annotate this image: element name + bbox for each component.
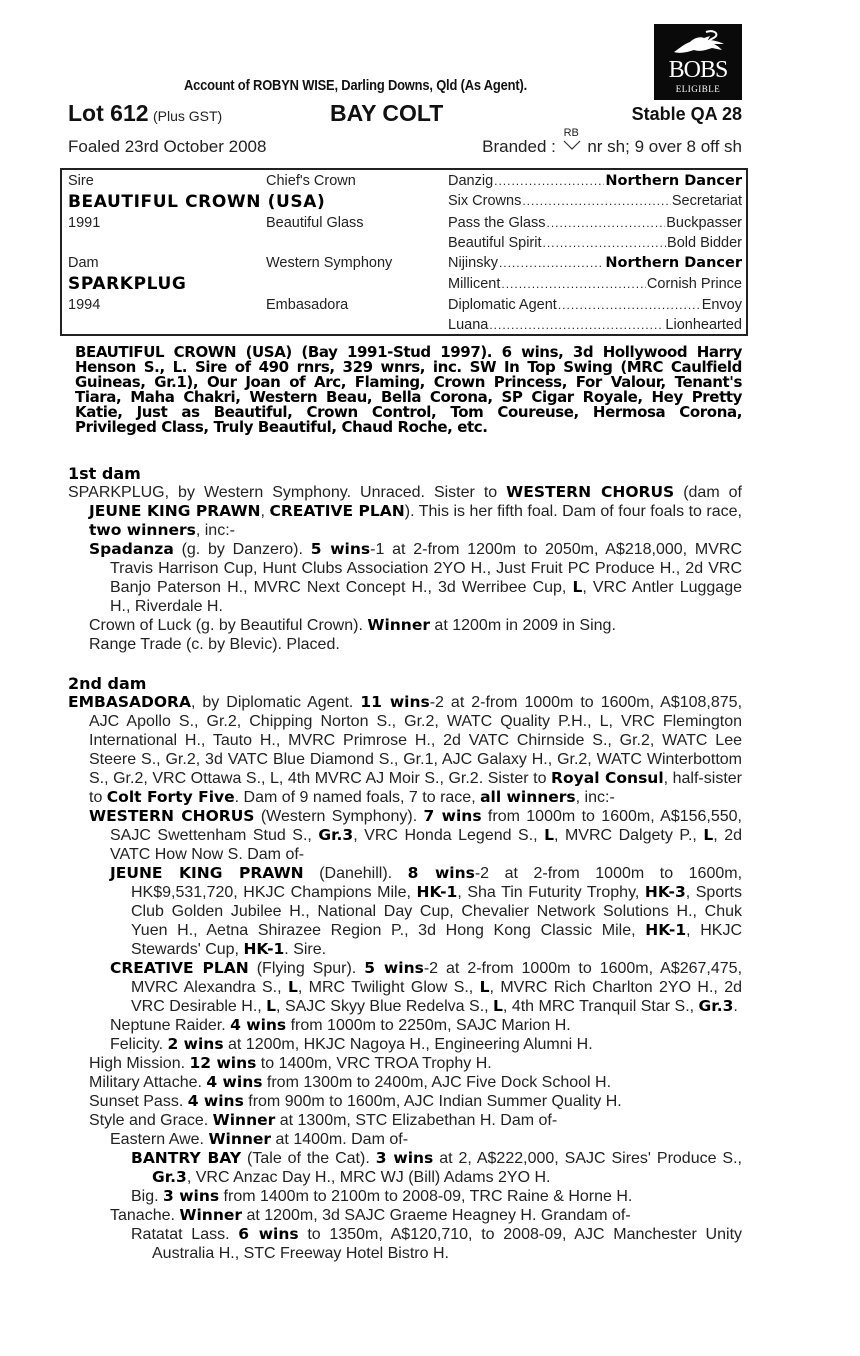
bold-text: 3 wins <box>163 1187 220 1205</box>
entry-text: at 1400m. Dam of- <box>271 1131 409 1148</box>
entry-text: Ratatat Lass. <box>131 1226 239 1243</box>
entry-text: at 1200m in 2009 in Sing. <box>429 617 616 634</box>
page-title: BAY COLT <box>330 100 444 126</box>
dam-label: Dam <box>68 255 99 271</box>
entry-text: ). This is her fifth foal. Dam of four foals to race, <box>404 503 743 520</box>
pedigree-entry <box>89 1092 742 1111</box>
pedigree-entry <box>110 1206 742 1225</box>
pedigree-entry <box>89 540 742 616</box>
great-grandparent-row: Six Crowns ..... Secretariat <box>448 193 742 209</box>
vendor-account: Account of ROBYN WISE, Darling Downs, Qld (As Agent). <box>184 77 528 94</box>
entry-text: , Sha Tin Futurity Trophy, <box>457 884 645 901</box>
entry-text: High Mission. <box>89 1055 190 1072</box>
pedigree-entry <box>110 1035 742 1054</box>
branded-text: nr sh; 9 over 8 off sh <box>587 137 742 156</box>
entry-text: (g. by Danzero). <box>173 541 311 558</box>
entry-text: , VRC Anzac Day H., MRC WJ (Bill) Adams 2YO H. <box>186 1169 551 1186</box>
brand-mark-letters: RB <box>563 127 579 139</box>
bold-text: Gr.3 <box>318 826 354 844</box>
pedigree-entry <box>89 1073 742 1092</box>
bold-text: L <box>266 997 277 1015</box>
entry-text: to 1400m, VRC TROA Trophy H. <box>256 1055 492 1072</box>
bold-text: WESTERN CHORUS <box>89 807 255 825</box>
bold-text: all winners <box>480 788 576 806</box>
lot-number <box>68 100 222 127</box>
entry-text: , VRC Antler Luggage H., Riverdale H. <box>110 579 743 615</box>
great-grandparent-row: Diplomatic Agent ..... Envoy <box>448 297 742 313</box>
bold-text: 8 wins <box>407 864 475 882</box>
granddam-paternal: Beautiful Glass <box>266 215 364 231</box>
entry-text: Range Trade (c. by Blevic). Placed. <box>89 636 340 653</box>
bold-text: 5 wins <box>310 540 371 558</box>
brand-mark-icon <box>561 127 583 155</box>
entry-text: Neptune Raider. <box>110 1017 231 1034</box>
bold-text: 7 wins <box>423 807 482 825</box>
bold-text: Gr.3 <box>698 997 734 1015</box>
entry-text: . <box>733 998 738 1015</box>
second-dam-heading: 2nd dam <box>68 674 147 693</box>
bobs-horse-head-icon <box>670 30 726 58</box>
logo-text: BOBS <box>668 57 728 83</box>
entry-text: , Sports Club Golden Jubilee H., National Day Cup, Chevalier Network Solutions H., Chuk Yuen H., Aetna Shirazee Region P., 3d Hong Kong Classic Mile, <box>131 884 742 939</box>
bold-text: 4 wins <box>230 1016 287 1034</box>
pedigree-entry <box>68 693 742 807</box>
bold-text: BANTRY BAY <box>131 1149 242 1167</box>
lot-note: (Plus GST) <box>152 108 223 124</box>
bold-text: Winner <box>367 616 430 634</box>
great-grandparent-row: Beautiful Spirit ..... Bold Bidder <box>448 235 742 251</box>
entry-text: , 4th MRC Tranquil Star S., <box>502 998 699 1015</box>
branded-label: Branded : <box>482 137 556 156</box>
great-grandparent-row: Danzig ..... Northern Dancer <box>448 173 742 189</box>
bold-text: CREATIVE PLAN <box>110 959 249 977</box>
bold-text: Winner <box>208 1130 272 1148</box>
entry-text: from 1000m to 2250m, SAJC Marion H. <box>286 1017 571 1034</box>
logo-subtext: ELIGIBLE <box>675 84 721 94</box>
lot-label: Lot 612 <box>68 100 149 126</box>
first-dam-heading: 1st dam <box>68 464 141 483</box>
entry-text: , <box>260 503 270 520</box>
pedigree-entry <box>89 807 742 864</box>
pedigree-entry <box>89 1111 742 1130</box>
pedigree-entry <box>110 959 742 1016</box>
bold-text: Gr.3 <box>152 1168 187 1186</box>
entry-text: Eastern Awe. <box>110 1131 209 1148</box>
entry-text: , 2d VATC How Now S. Dam of- <box>110 827 743 863</box>
entry-text: , HKJC Stewards' Cup, <box>131 922 742 958</box>
entry-text: , inc:- <box>575 789 615 806</box>
bold-text: L <box>493 997 503 1015</box>
pedigree-entry <box>110 1130 742 1149</box>
dam-name: SPARKPLUG <box>68 274 187 294</box>
bold-text: CREATIVE PLAN <box>269 502 405 520</box>
bold-text: Spadanza <box>89 540 174 558</box>
entry-text: Felicity. <box>110 1036 168 1053</box>
entry-text: , MVRC Rich Charlton 2YO H., 2d VRC Desirable H., <box>131 979 743 1015</box>
entry-text: Style and Grace. <box>89 1112 213 1129</box>
brand-description <box>482 127 742 157</box>
pedigree-entry <box>89 616 742 635</box>
entry-text: , by Diplomatic Agent. <box>190 694 361 711</box>
entry-text: . Sire. <box>284 941 327 958</box>
bold-text: HK-1 <box>645 921 687 939</box>
pedigree-entry <box>131 1187 742 1206</box>
entry-text: , SAJC Skyy Blue Redelva S., <box>276 998 494 1015</box>
entry-text: at 2, A$222,000, SAJC Sires' Produce S., <box>433 1150 742 1167</box>
bold-text: L <box>703 826 714 844</box>
entry-text: (Flying Spur). <box>248 960 365 977</box>
pedigree-entry <box>110 864 742 959</box>
bold-text: 11 wins <box>360 693 430 711</box>
sire-summary: BEAUTIFUL CROWN (USA) (Bay 1991-Stud 1997). 6 wins, 3d Hollywood Harry Henson S., L. Sire of 490 rnrs, 329 wnrs, inc. SW In Top Swing (MRC Caulfield Guineas, Gr.1), Our Joan of Arc, Flaming, Crown Princess, For Valour, Tenant's Tiara, Maha Chakri, Western Beau, Bella Corona, SP Cigar Royale, Hey Pretty Katie, Just as Beautiful, Crown Control, Tom Coureuse, Hermosa Corona, Privileged Class, Truly Beautiful, Chaud Roche, etc. <box>75 343 742 436</box>
entry-text: Big. <box>131 1188 164 1205</box>
entry-text: at 1200m, 3d SAJC Graeme Heagney H. Grandam of- <box>242 1207 631 1224</box>
stable-number: Stable QA 28 <box>631 104 742 124</box>
bold-text: L <box>544 826 554 844</box>
entry-text: (Western Symphony). <box>254 808 424 825</box>
grandsire-maternal: Western Symphony <box>266 255 393 271</box>
bold-text: 2 wins <box>167 1035 224 1053</box>
bold-text: HK-1 <box>243 940 285 958</box>
pedigree-entry <box>110 1016 742 1035</box>
entry-text: to 1350m, A$120,710, to 2008-09, AJC Manchester Unity Australia H., STC Freeway Hotel Bistro H. <box>152 1226 743 1262</box>
entry-text: Crown of Luck (g. by Beautiful Crown). <box>89 617 368 634</box>
entry-text: -1 at 2-from 1200m to 2050m, A$218,000, MVRC Travis Harrison Cup, Hunt Clubs Association 2YO H., Just Fruit PC Produce H., 2d VRC Banjo Paterson H., MVRC Next Concept H., 3d Werribee Cup, <box>110 541 743 596</box>
granddam-maternal: Embasadora <box>266 297 349 313</box>
bold-text: JEUNE KING PRAWN <box>89 502 261 520</box>
bold-text: 4 wins <box>206 1073 263 1091</box>
sire-name: BEAUTIFUL CROWN (USA) <box>68 192 326 212</box>
bold-text: Winner <box>179 1206 243 1224</box>
bold-text: Winner <box>212 1111 276 1129</box>
bold-text: HK-3 <box>644 883 686 901</box>
entry-text: (Danehill). <box>303 865 408 882</box>
entry-text: Tanache. <box>110 1207 180 1224</box>
bold-text: L <box>479 978 490 996</box>
bold-text: JEUNE KING PRAWN <box>110 864 304 882</box>
pedigree-entry <box>89 1054 742 1073</box>
bold-text: EMBASADORA <box>68 693 191 711</box>
bold-text: 3 wins <box>375 1149 434 1167</box>
entry-text: , MVRC Dalgety P., <box>554 827 704 844</box>
great-grandparent-row: Luana ..... Lionhearted <box>448 317 742 333</box>
entry-text: -2 at 2-from 1000m to 1600m, HK$9,531,720, HKJC Champions Mile, <box>131 865 743 901</box>
entry-text: , half-sister to <box>89 770 742 806</box>
bold-text: L <box>572 578 583 596</box>
entry-text: -2 at 2-from 1000m to 1600m, A$108,875, AJC Apollo S., Gr.2, Chipping Norton S., Gr.2, WATC Quality P.H., L, VRC Flemington International H., Tauto H., MVRC Primrose H., 2d VATC Chirnside S., Gr.2, WATC Lee Steere S., Gr.2, 3d VATC Blue Diamond S., Gr.1, AJC Galaxy H., Gr.2, WATC Winterbottom S., Gr.2, VRC Ottawa S., L, 4th MVRC AJ Moir S., Gr.2. Sister to <box>89 694 743 787</box>
bobs-eligible-logo <box>654 24 742 100</box>
entry-text: Military Attache. <box>89 1074 207 1091</box>
entry-text: Sunset Pass. <box>89 1093 188 1110</box>
bold-text: 6 wins <box>238 1225 299 1243</box>
bold-text: WESTERN CHORUS <box>506 483 675 501</box>
bold-text: L <box>287 978 298 996</box>
entry-text: from 900m to 1600m, AJC Indian Summer Quality H. <box>243 1093 622 1110</box>
great-grandparent-row: Millicent ..... Cornish Prince <box>448 276 742 292</box>
entry-text: , VRC Honda Legend S., <box>353 827 545 844</box>
pedigree-entry <box>131 1149 742 1187</box>
entry-text: (Tale of the Cat). <box>241 1150 376 1167</box>
bold-text: 12 wins <box>189 1054 257 1072</box>
entry-text: SPARKPLUG, by Western Symphony. Unraced. Sister to <box>68 484 507 501</box>
great-grandparent-row: Nijinsky ..... Northern Dancer <box>448 255 742 271</box>
entry-text: at 1200m, HKJC Nagoya H., Engineering Alumni H. <box>223 1036 593 1053</box>
grandsire-paternal: Chief's Crown <box>266 173 356 189</box>
entry-text: from 1300m to 2400m, AJC Five Dock School H. <box>262 1074 612 1091</box>
bold-text: two winners <box>89 521 196 539</box>
bold-text: Royal Consul <box>551 769 664 787</box>
foaled-date: Foaled 23rd October 2008 <box>68 137 267 156</box>
entry-text: (dam of <box>674 484 742 501</box>
entry-text: -2 at 2-from 1000m to 1600m, A$267,475, MVRC Alexandra S., <box>131 960 743 996</box>
pedigree-entry <box>131 1225 742 1263</box>
dam-year: 1994 <box>68 297 101 313</box>
bold-text: HK-1 <box>416 883 458 901</box>
entry-text: . Dam of 9 named foals, 7 to race, <box>234 789 481 806</box>
pedigree-table <box>60 168 748 336</box>
great-grandparent-row: Pass the Glass ..... Buckpasser <box>448 215 742 231</box>
entry-text: at 1300m, STC Elizabethan H. Dam of- <box>275 1112 558 1129</box>
entry-text: , MRC Twilight Glow S., <box>297 979 480 996</box>
entry-text: , inc:- <box>195 522 235 539</box>
pedigree-entry <box>89 635 742 654</box>
bold-text: 4 wins <box>187 1092 244 1110</box>
bold-text: Colt Forty Five <box>106 788 235 806</box>
entry-text: from 1000m to 1600m, A$156,550, SAJC Swettenham Stud S., <box>110 808 743 844</box>
entry-text: from 1400m to 2100m to 2008-09, TRC Raine & Horne H. <box>219 1188 633 1205</box>
bold-text: 5 wins <box>364 959 424 977</box>
sire-label: Sire <box>68 173 94 189</box>
pedigree-entry <box>68 483 742 540</box>
sire-year: 1991 <box>68 215 101 231</box>
